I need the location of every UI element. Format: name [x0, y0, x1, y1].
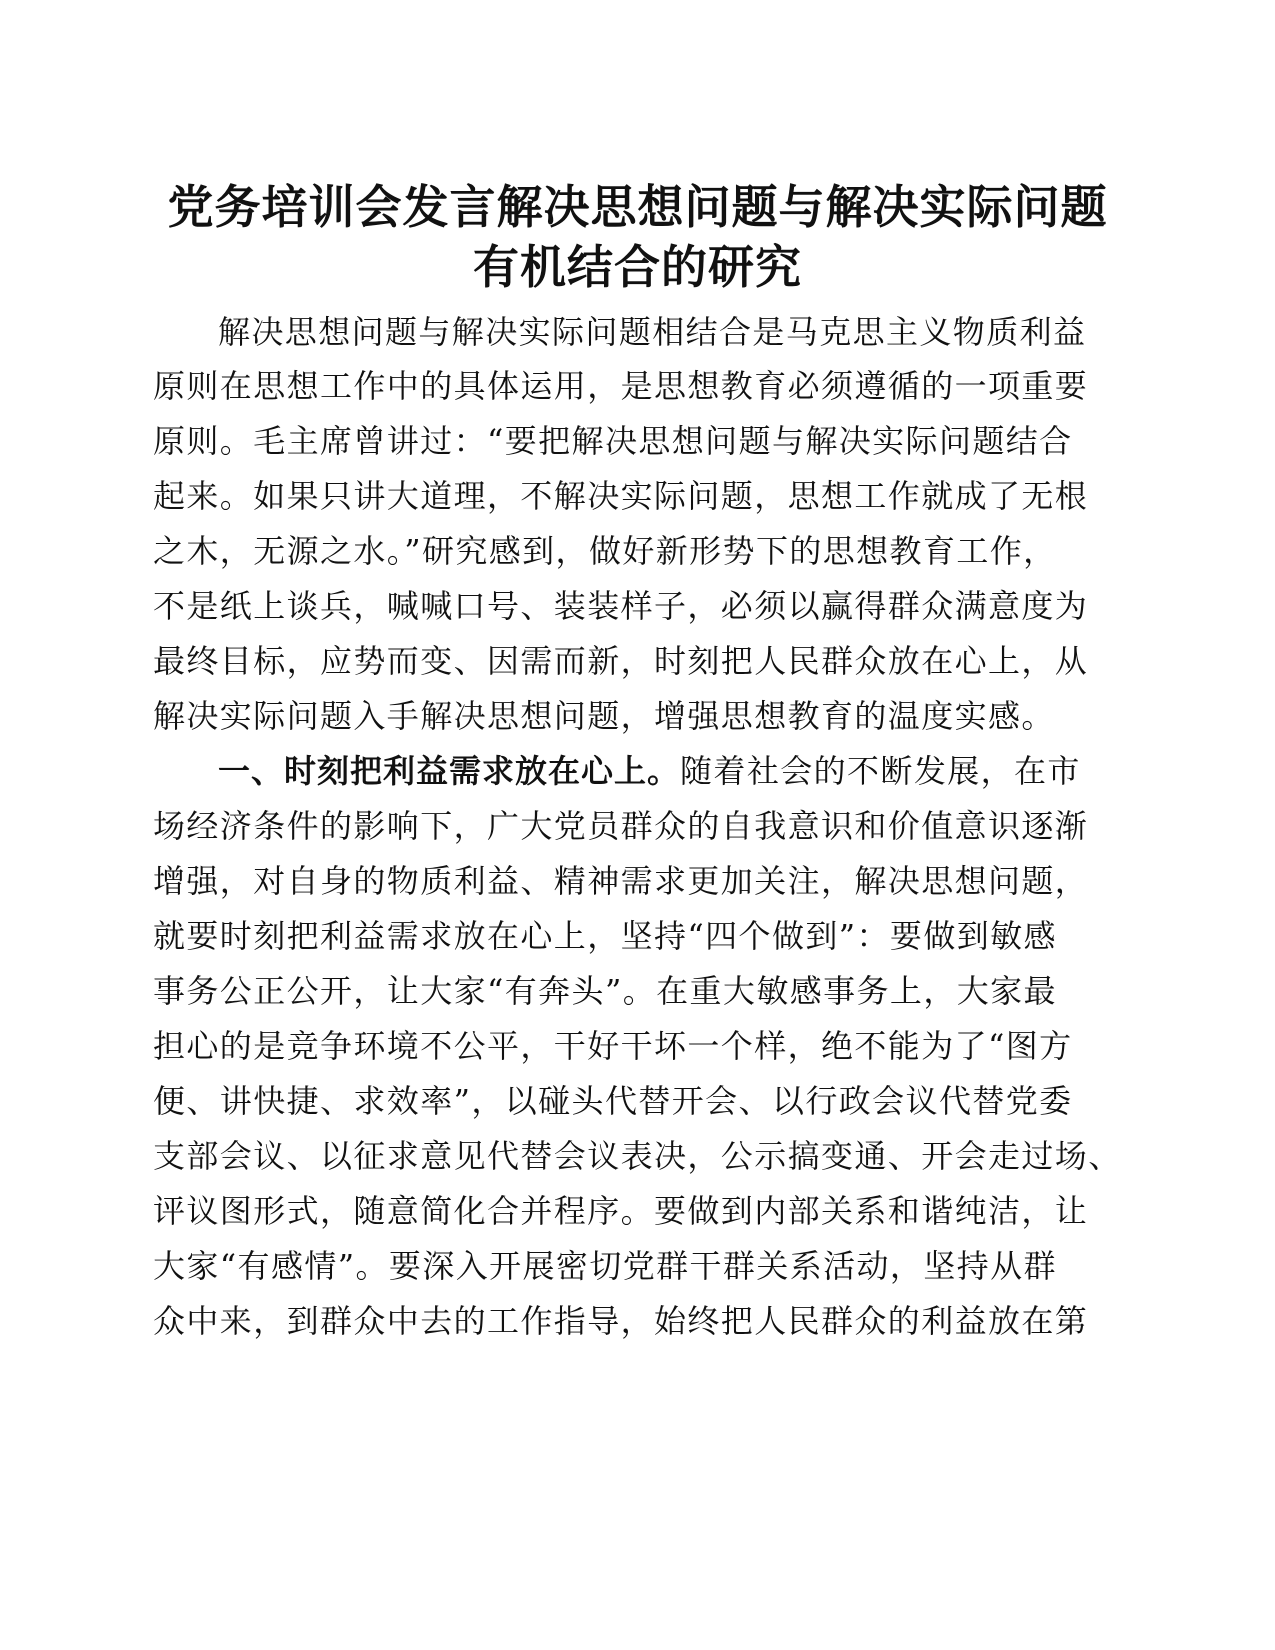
paragraph-line: 便、讲快捷、求效率”，以碰头代替开会、以行政会议代替党委: [153, 1082, 1073, 1120]
document-title-line-1: 党务培训会发言解决思想问题与解决实际问题: [167, 180, 1108, 234]
paragraph-line: 大家“有感情”。要深入开展密切党群干群关系活动，坚持从群: [153, 1247, 1057, 1285]
paragraph-line: 起来。如果只讲大道理，不解决实际问题，思想工作就成了无根: [153, 477, 1089, 515]
paragraph-line: 解决实际问题入手解决思想问题，增强思想教育的温度实感。: [153, 697, 1055, 735]
paragraph-line: 原则。毛主席曾讲过：“要把解决思想问题与解决实际问题结合: [153, 422, 1073, 460]
paragraph-line: 场经济条件的影响下，广大党员群众的自我意识和价值意识逐渐: [153, 807, 1089, 845]
section-1-heading: 一、时刻把利益需求放在心上。: [218, 752, 681, 790]
section-1-first-line-text: 随着社会的不断发展，在市: [680, 752, 1081, 790]
paragraph-line: 不是纸上谈兵，喊喊口号、装装样子，必须以赢得群众满意度为: [153, 587, 1089, 625]
paragraph-line: 最终目标，应势而变、因需而新，时刻把人民群众放在心上，从: [153, 642, 1089, 680]
paragraph-line: 担心的是竞争环境不公平，干好干坏一个样，绝不能为了“图方: [153, 1027, 1073, 1065]
paragraph-line: 解决思想问题与解决实际问题相结合是马克思主义物质利益: [218, 313, 1087, 351]
paragraph-line: 就要时刻把利益需求放在心上，坚持“四个做到”：要做到敏感: [153, 917, 1057, 955]
document-title-line-2: 有机结合的研究: [473, 240, 802, 294]
section-1-first-line: [218, 742, 1081, 800]
paragraph-line: 增强，对自身的物质利益、精神需求更加关注，解决思想问题，: [153, 862, 1089, 900]
paragraph-line: 评议图形式，随意简化合并程序。要做到内部关系和谐纯洁，让: [153, 1192, 1089, 1230]
paragraph-line: 原则在思想工作中的具体运用，是思想教育必须遵循的一项重要: [153, 367, 1089, 405]
paragraph-line: 支部会议、以征求意见代替会议表决，公示搞变通、开会走过场、: [153, 1137, 1122, 1175]
paragraph-line: 事务公正公开，让大家“有奔头”。在重大敏感事务上，大家最: [153, 972, 1057, 1010]
paragraph-line: 之木，无源之水。”研究感到，做好新形势下的思想教育工作，: [153, 532, 1057, 570]
paragraph-line: 众中来，到群众中去的工作指导，始终把人民群众的利益放在第: [153, 1302, 1089, 1340]
